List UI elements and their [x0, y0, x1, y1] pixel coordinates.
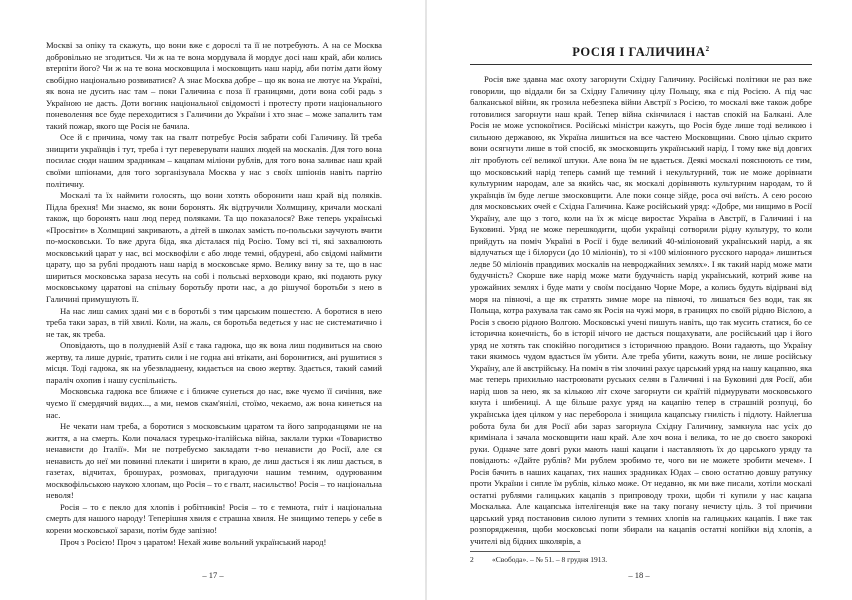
- title-rule: [470, 64, 812, 65]
- footnote: [470, 555, 812, 565]
- paragraph: Москалі та їх наймити голосять, що вони хотять оборонити наш край від поляків. Підла брехня! Ми знаємо, як вони боронять. Як відтручили Холмщину, кричали москалі також, що боронять наш люд перед поляками. Та що показалося? Вже теперь українські «Просвіти» в Холмщині закривають, а дітей в школах замість по-польськи заучують вчити по-московськи. То вже друга біда, яка дісталася під Росію. Тому всі ті, які захвалюють московський царат у нас, всі москвофіли є або люде темні, обдурені, або свідомі наймити царату, що за рублі продають наш нарід в московське ярмо. Велику вину за те, що в нас шириться московська зараза несуть на собі і польські верховоди краю, які подають руку московському царатові на спільну боротьбу проти нас, а до рішучої боротьби з нею в Галичині примушують її.: [46, 190, 382, 305]
- footnote-rule: [470, 551, 580, 552]
- paragraph: Оповідають, що в полудневій Азії є така гадюка, що як вона лиш подивиться на свою жертву, та лише дурніє, тратить сили і не годна ані втікати, ані боронитися, ані рушитися з місця. Тоді гадюка, як на убезвладнену, кидається на свою жертву. Здається, такий самий параліч охопив і нашу суспільність.: [46, 340, 382, 385]
- paragraph: На нас лиш самих здані ми є в боротьбі з тим царським пошестєю. А боротися в нею треба таки зараз, в тій хвилі. Коли, на жаль, ся боротьба ведеться у нас не систематично і не так, як треба.: [46, 305, 382, 339]
- paragraph: Москві за опіку та скажуть, що вони вже є дорослі та її не потребують. А на се Москва добровільно не згодиться. Чи ж на те вона мордувала й мордує досі наш край, аби колись втерпіти його? Чи ж на те вона московщила і московщить наш нарід, аби потім дати йому свобідно національно розвиватися? А знає Москва добре – що як вона не лютує на Україні, як вона не дусить нас там – поки Галичина є поза її границями, доти вона собі радь з Україною не дасть. Доти вогник національної свідомості і протесту проти національного поневолення все буде переходитися з Галичини до України і хто знає – може запалить там такий пожар, якого ще Росія не бачила.: [46, 40, 382, 131]
- right-page: [426, 0, 852, 600]
- footnote-text: «Свобода». – № 51. – 8 грудня 1913.: [492, 554, 608, 564]
- chapter-title-text: РОСІЯ І ГАЛИЧИНА: [572, 45, 706, 60]
- right-page-body: [470, 74, 812, 547]
- paragraph: Росія – то є пекло для хлопів і робітників! Росія – то є темнота, гніт і національна смерть для нашого народу! Теперішня хвиля є страшна хвиля. Не знищимо теперь у себе в корени московської зарази, потім буде запізно!: [46, 501, 382, 535]
- page-number-left: – 17 –: [202, 570, 224, 580]
- left-page-body: [46, 40, 382, 548]
- page-number-right: – 18 –: [628, 570, 650, 580]
- chapter-title: [470, 42, 812, 60]
- paragraph: Московська гадюка все ближче є і ближче сунеться до нас, вже чуємо її сичіння, вже чуємо її смердячий видих..., а ми, немов скам'янілі, стоїмо, чекаємо, аж вона кинеться на нас.: [46, 386, 382, 420]
- paragraph: Росія вже здавна має охоту загорнути Східну Галичину. Російські політики не раз вже говорили, що віддали би за Східну Галичину цілу Польщу, яка є під Росією. А під час балканської війни, як грозила небезпека війни Австрії з Росією, то москалі вже також добре готовилися загорнути наш край. Тепер війна скінчилася і настав спокій на Балкані. Але Росія не може успокоїтися. Російські міністри кажуть, що Росія буде лише тоді великою і сильною державою, як Україна лишиться на все частею Московщини. Свою цілью скрито вони осягнути лише в той спосіб, як змосковщить український нарід. І тому вже від довгих літ пробують сеї великої штуки. Але вона їм не вдається. Деякі москалі пояснюють се тим, що московський нарід теперь самий ще темний і некультурний, тож не може дорівнати культурним народам, але за якийсь час, як москалі дорівняють культурним народам, то й українців їм буде легше змосковщити. Але поки сонце зійде, роса очі виїсть. А сею росою для московських очей є Східна Галичина. Каже російський уряд: «Добре, ми нищимо в Росії Україну, але що з того, коли на їх ж місце виростає Україна в Австрії, в Галичині і на Буковині. Уряд не може перешкодити, щоби українці сотворили рідну культуру, то коли прийдуть на поміч Україні в Росії і буде великий 40-міліоновий український нарід, а як відлучаться ще і білоруси (до 10 міліонів), то зі «100 міліонного русского народа» лишиться ледве 50 міліонів правдивих москалів на невроджайних землях». І як такий нарід може мати будучність? Скорше вже нарід може мати будучність нарід український, котрий живе на урожайних землях і буде мати у своїм посіданю Чорне Море, а колись будуть відірвані від моря на півночі, а ще як стратять зимне море на півночі, то лишаться без води, так як Польща, котра рахувала так само як Росія на чужі моря, в границях по своїй рідню Віслою, а Росія з своєю рідною Волгою. Московські учені пишуть навіть, що так мусить статися, бо се історична конечність, бо в історії нічого не дасться пощахувати, але російський цар і його уряд не хотять так спокійно погодитися з історичною правдою. Вони гадають, що Україну таки якимось чудом вдасться їм убити. Але треба убити, кажуть вони, не лише російську Україну, але й австрійську. На поміч в тім злочині рахує царський уряд на нашу кацапню, яка має теперь прихильно настроювати руських селян в Галичині і на Буковині для Росії, аби нарід шов за нею, як за кількою літ схоче загорнути си країтій підмурувати московського кнута і шибениці. А ще більше рахує уряд на кацапію тепер в страшній розпуці, бо українська ідея цілком у нас переборола і знищила кацапську гнилість і підлоту. Найлегша робота була би для Росії аби зараз загорнула Східну Галичину, замкнула нас усіх до кримінала і зачала московщити наш край. Але хоч вона і велика, то не до своєго закорокі руки. Одначе зате довгі руки мають наші кацапи і наставляють їх до царського уряду та повідають: «Дайте рублів? Ми рублем зробимо те, чого ви не можете зробити мечем». І Росія бачить в наших кацапах, тих наших зрадниках Юдах – свою остатню довшу ратунку проти України і сипле їм рублів, кілько може. От недавно, як ми вже писали, хотіли москалі остатні рублями галицьких кацапів з припроводу трохи, щоби ті купили у нас кацапа Москалька. Але кацапська інтелігенція вже на таку погану нечисту ціль. З тої причини царський уряд постановив силою лупити з темних хлопів на галицьких кацапів. І вже так розпорядження, щоби московські попи збирали на кацапів остатні копійки від хлопів, а учителі від бідних школярів, а: [470, 74, 812, 547]
- paragraph: Осе й є причина, чому так на гвалт потребує Росія забрати собі Галичину. Їй треба знищити українців і тут, треба і тут переверувати наших людей на москалів. Для того вона посилає сюди нашим зрадникам – кацапам міліони рублів, для того вона заливає наш край своїми шпіонами, для того зорганізувала Москва у нас з своїх шпіонів навіть партію політичну.: [46, 132, 382, 189]
- footnote-ref: 2: [705, 45, 710, 53]
- footnote-number: 2: [470, 554, 474, 564]
- paragraph: Не чекати нам треба, а боротися з московським царатом та його запроданцями не на життя, а на смерть. Коли почалася турецько-італійська війна, заклали турки «Товариство ненависти до Італії». Ми не потребуємо закладати т-во ненависти до Росії, але ся ненависть до неї ми повинні плекати і ширити в краю, де лиш дасться і як лиш дасться, в газетах, відчитах, брошурах, розмовах, пригадуючи нашим темним, одурюваним москвофільською наукою хлопам, що Росія – то є гвалт, насильство! Росія – то національна неволя!: [46, 421, 382, 501]
- paragraph: Проч з Росією! Проч з царатом! Нехай живе вольний український народ!: [60, 536, 327, 547]
